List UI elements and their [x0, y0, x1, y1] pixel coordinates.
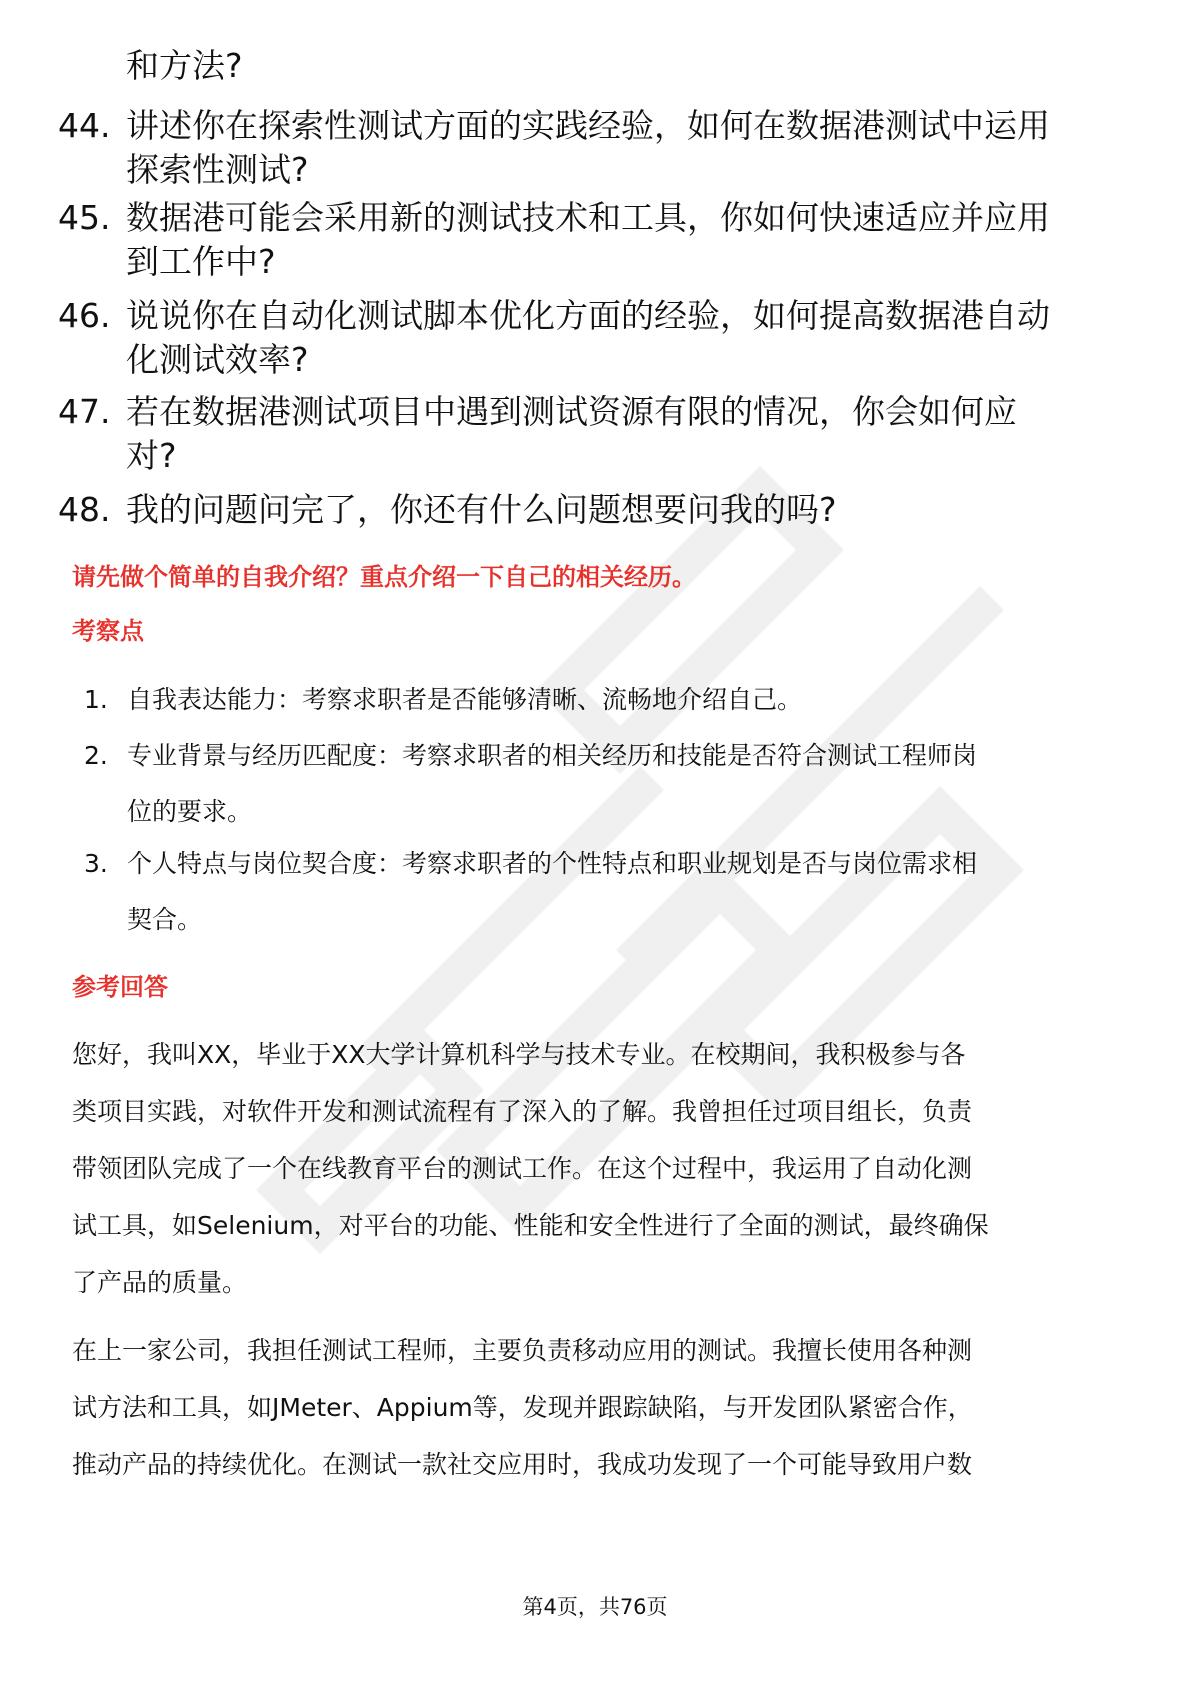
question-number: 45.: [58, 198, 111, 237]
points-heading: 考察点: [72, 617, 144, 645]
question-number: 48.: [58, 490, 111, 529]
question-number: 44.: [58, 106, 111, 145]
question-text: 讲述你在探索性测试方面的实践经验，如何在数据港测试中运用 探索性测试?: [126, 106, 1050, 189]
question-number: 47.: [58, 392, 111, 431]
question-text: 说说你在自动化测试脚本优化方面的经验，如何提高数据港自动 化测试效率?: [126, 296, 1050, 379]
answer-paragraph-1: 您好，我叫XX，毕业于XX大学计算机科学与技术专业。在校期间，我积极参与各 类项目实践，对软件开发和测试流程有了深入的了解。我曾担任过项目组长，负责 带领团队完成了一个在线教育平台的测试工作。在这个过程中，我运用了自动化测 试工具，如Selenium，对平台的功能、性能和安全性进行了全面的测试，最终确保 了产品的质量。: [72, 1040, 989, 1297]
question-text: 和方法?: [126, 46, 243, 85]
answer-paragraph-2: 在上一家公司，我担任测试工程师，主要负责移动应用的测试。我擅长使用各种测 试方法和工具，如JMeter、Appium等，发现并跟踪缺陷，与开发团队紧密合作， 推动产品的持续优化。在测试一款社交应用时，我成功发现了一个可能导致用户数: [72, 1336, 973, 1479]
point-number: 3.: [84, 849, 108, 878]
page-footer: 第4页，共76页: [522, 1595, 668, 1619]
point-text: 专业背景与经历匹配度：考察求职者的相关经历和技能是否符合测试工程师岗 位的要求。: [127, 741, 978, 826]
point-text: 自我表达能力：考察求职者是否能够清晰、流畅地介绍自己。: [127, 685, 803, 714]
question-text: 数据港可能会采用新的测试技术和工具，你如何快速适应并应用 到工作中?: [126, 198, 1050, 281]
point-number: 1.: [84, 685, 108, 714]
point-number: 2.: [84, 741, 108, 770]
question-number: 46.: [58, 296, 111, 335]
question-text: 我的问题问完了，你还有什么问题想要问我的吗?: [126, 490, 837, 529]
question-text: 若在数据港测试项目中遇到测试资源有限的情况，你会如何应 对?: [126, 392, 1017, 475]
question-title: 请先做个简单的自我介绍？重点介绍一下自己的相关经历。: [72, 563, 696, 591]
answer-heading: 参考回答: [72, 973, 168, 1001]
point-text: 个人特点与岗位契合度：考察求职者的个性特点和职业规划是否与岗位需求相 契合。: [127, 849, 978, 934]
